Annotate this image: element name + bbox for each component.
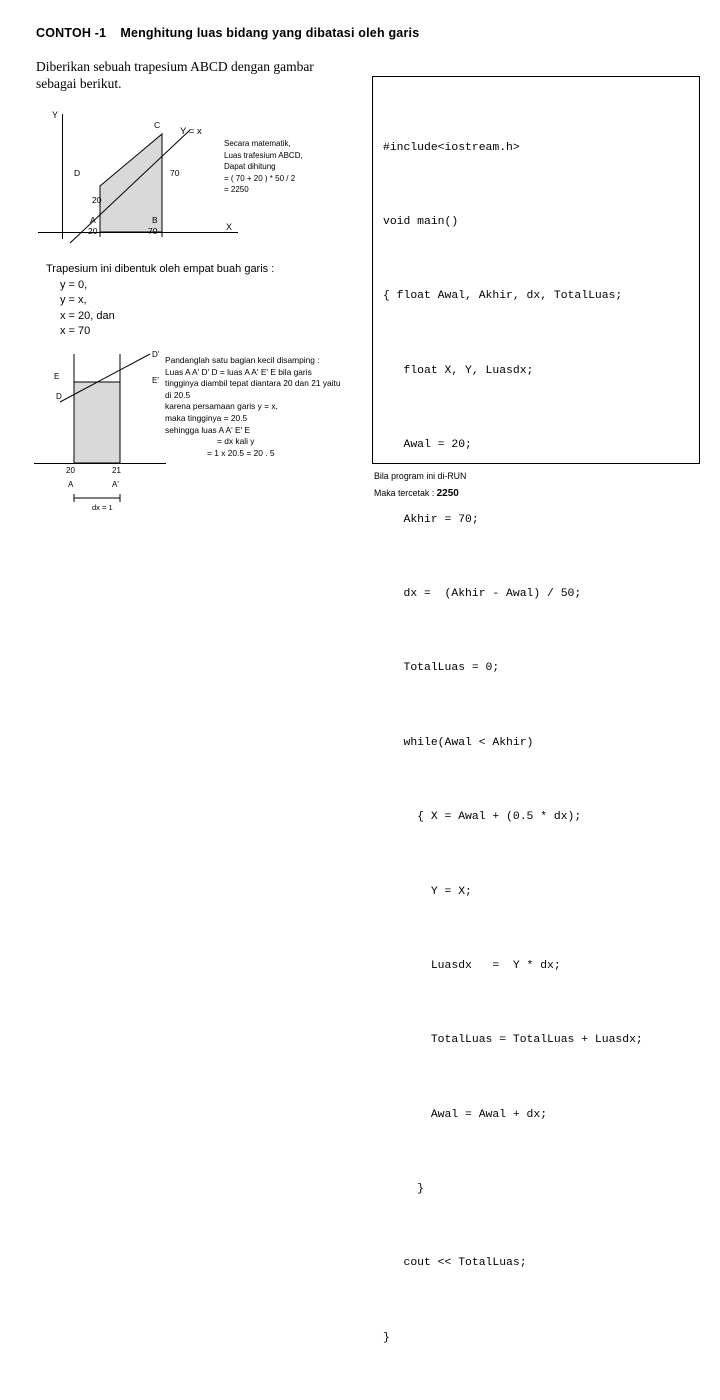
x-axis-label: X	[226, 222, 233, 232]
point-label-c: C	[154, 120, 161, 130]
code-line-16: cout << TotalLuas;	[383, 1257, 527, 1270]
code-line-3: { float Awal, Akhir, dx, TotalLuas;	[383, 290, 623, 303]
strip-point-d: D	[56, 392, 62, 401]
trapezoid-svg	[30, 110, 250, 250]
code-line-14: Awal = Awal + dx;	[383, 1108, 548, 1121]
intro-line-1: Diberikan sebuah trapesium ABCD dengan gambar	[36, 59, 314, 74]
page-title	[36, 26, 419, 40]
code-line-15: }	[383, 1183, 425, 1196]
strip-figure	[30, 340, 170, 520]
code-line-1: #include<iostream.h>	[383, 141, 520, 154]
run-note-label: Maka tercetak :	[374, 488, 435, 498]
strip-point-e-prime: E'	[152, 376, 159, 385]
explanation-line-1: Pandanglah satu bagian kecil disamping :	[165, 355, 320, 365]
explanation-text	[165, 355, 365, 459]
math-note-line-5: = 2250	[224, 185, 249, 194]
code-line-7: dx = (Akhir - Awal) / 50;	[383, 587, 582, 600]
explanation-line-7: sehingga luas A A' E' E	[165, 424, 251, 435]
code-line-11: Y = X;	[383, 885, 472, 898]
strip-point-a: A	[68, 480, 74, 489]
code-line-6: Akhir = 70;	[383, 513, 479, 526]
run-note-value: 2250	[436, 488, 459, 499]
y-axis-line	[62, 114, 63, 239]
code-line-5: Awal = 20;	[383, 439, 472, 452]
equation-item-2: y = x,	[60, 294, 87, 306]
equation-item-1: y = 0,	[60, 278, 88, 291]
equation-item-4: x = 70	[60, 325, 91, 337]
equations-heading: Trapesium ini dibentuk oleh empat buah garis :	[46, 263, 275, 275]
run-note	[374, 468, 466, 502]
x-tick-20: 20	[88, 226, 98, 236]
math-note-line-3: Dapat dihitung	[224, 162, 276, 171]
run-note-line-1: Bila program ini di-RUN	[374, 471, 467, 481]
code-line-12: Luasdx = Y * dx;	[383, 959, 561, 972]
strip-dx-label: dx = 1	[92, 503, 113, 512]
strip-point-e: E	[54, 372, 60, 381]
point-label-a: A	[90, 215, 96, 225]
run-note-line-2	[374, 485, 466, 502]
equations-block	[46, 262, 275, 340]
explanation-line-8: = dx kali y	[217, 436, 255, 447]
strip-tick-20: 20	[66, 466, 75, 475]
point-label-d: D	[74, 168, 81, 178]
explanation-line-9: = 1 x 20.5 = 20 . 5	[207, 447, 275, 458]
code-listing	[383, 86, 643, 1400]
math-note-line-2: Luas trafesium ABCD,	[224, 150, 303, 160]
strip-x-axis	[34, 463, 166, 464]
code-line-4: float X, Y, Luasdx;	[383, 364, 534, 377]
code-line-2: void main()	[383, 215, 459, 228]
explanation-line-3: tingginya diambil tepat diantara 20 dan 21 yaitu	[165, 378, 341, 389]
explanation-line-5: karena persamaan garis y = x,	[165, 401, 278, 412]
code-line-8: TotalLuas = 0;	[383, 662, 500, 675]
explanation-line-2: Luas A A' D' D = luas A A' E' E bila garis	[165, 366, 312, 377]
code-line-17: }	[383, 1331, 390, 1344]
point-label-b: B	[152, 215, 158, 225]
code-line-9: while(Awal < Akhir)	[383, 736, 534, 749]
intro-line-2: sebagai berikut.	[36, 76, 122, 91]
strip-point-d-prime: D'	[152, 350, 160, 359]
height-label-20: 20	[92, 195, 102, 205]
explanation-line-4: di 20.5	[165, 389, 191, 400]
math-note-line-1: Secara matematik,	[224, 139, 291, 148]
code-line-10: { X = Awal + (0.5 * dx);	[383, 811, 582, 824]
trapezoid-figure	[30, 110, 250, 250]
math-note	[224, 138, 344, 196]
explanation-line-6: maka tingginya = 20.5	[165, 412, 248, 423]
y-axis-label: Y	[52, 110, 59, 120]
page-title-text: Menghitung luas bidang yang dibatasi oleh garis	[120, 26, 420, 40]
x-tick-70: 70	[148, 226, 158, 236]
height-label-70: 70	[170, 168, 180, 178]
line-equation-label: Y = x	[180, 126, 202, 137]
page-title-prefix: CONTOH -1	[36, 26, 107, 40]
code-line-13: TotalLuas = TotalLuas + Luasdx;	[383, 1034, 643, 1047]
x-axis-line	[38, 232, 238, 233]
math-note-line-4: = ( 70 + 20 ) * 50 / 2	[224, 173, 296, 183]
strip-point-a-prime: A'	[112, 480, 119, 489]
equation-item-3: x = 20, dan	[60, 309, 115, 322]
strip-tick-21: 21	[112, 466, 121, 475]
strip-figure-svg	[30, 340, 170, 520]
intro-text	[36, 58, 356, 92]
